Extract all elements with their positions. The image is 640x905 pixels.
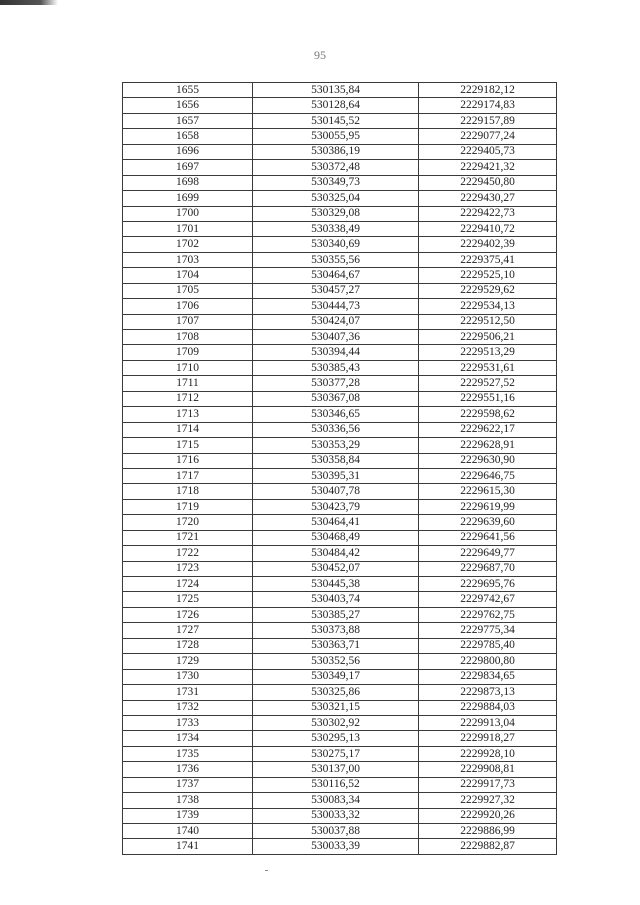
x-coordinate-cell: 530386,19 <box>253 144 419 159</box>
y-coordinate-cell: 2229410,72 <box>419 221 557 236</box>
x-coordinate-cell: 530468,49 <box>253 530 419 545</box>
x-coordinate-cell: 530145,52 <box>253 113 419 128</box>
point-number-cell: 1714 <box>123 422 253 437</box>
x-coordinate-cell: 530377,28 <box>253 376 419 391</box>
point-number-cell: 1704 <box>123 268 253 283</box>
point-number-cell: 1738 <box>123 793 253 808</box>
y-coordinate-cell: 2229527,52 <box>419 376 557 391</box>
y-coordinate-cell: 2229534,13 <box>419 299 557 314</box>
table-row <box>123 175 557 190</box>
point-number-cell: 1737 <box>123 777 253 792</box>
point-number-cell: 1718 <box>123 484 253 499</box>
table-row <box>123 422 557 437</box>
y-coordinate-cell: 2229174,83 <box>419 98 557 113</box>
point-number-cell: 1734 <box>123 731 253 746</box>
x-coordinate-cell: 530445,38 <box>253 577 419 592</box>
table-row <box>123 731 557 746</box>
table-row <box>123 638 557 653</box>
y-coordinate-cell: 2229157,89 <box>419 113 557 128</box>
point-number-cell: 1717 <box>123 468 253 483</box>
table-row <box>123 407 557 422</box>
x-coordinate-cell: 530464,67 <box>253 268 419 283</box>
x-coordinate-cell: 530128,64 <box>253 98 419 113</box>
y-coordinate-cell: 2229622,17 <box>419 422 557 437</box>
table-row <box>123 700 557 715</box>
point-number-cell: 1715 <box>123 438 253 453</box>
table-row <box>123 685 557 700</box>
point-number-cell: 1655 <box>123 83 253 98</box>
y-coordinate-cell: 2229873,13 <box>419 685 557 700</box>
table-row <box>123 330 557 345</box>
table-row <box>123 221 557 236</box>
y-coordinate-cell: 2229402,39 <box>419 237 557 252</box>
y-coordinate-cell: 2229182,12 <box>419 83 557 98</box>
y-coordinate-cell: 2229529,62 <box>419 283 557 298</box>
table-row <box>123 607 557 622</box>
table-row <box>123 83 557 98</box>
table-row <box>123 530 557 545</box>
y-coordinate-cell: 2229762,75 <box>419 607 557 622</box>
table-row <box>123 113 557 128</box>
table-row <box>123 623 557 638</box>
table-row <box>123 160 557 175</box>
point-number-cell: 1697 <box>123 160 253 175</box>
x-coordinate-cell: 530407,78 <box>253 484 419 499</box>
point-number-cell: 1706 <box>123 299 253 314</box>
y-coordinate-cell: 2229918,27 <box>419 731 557 746</box>
y-coordinate-cell: 2229927,32 <box>419 793 557 808</box>
x-coordinate-cell: 530457,27 <box>253 283 419 298</box>
point-number-cell: 1707 <box>123 314 253 329</box>
x-coordinate-cell: 530329,08 <box>253 206 419 221</box>
x-coordinate-cell: 530464,41 <box>253 515 419 530</box>
y-coordinate-cell: 2229882,87 <box>419 839 557 854</box>
point-number-cell: 1705 <box>123 283 253 298</box>
x-coordinate-cell: 530423,79 <box>253 499 419 514</box>
y-coordinate-cell: 2229430,27 <box>419 191 557 206</box>
point-number-cell: 1656 <box>123 98 253 113</box>
scan-edge-mark <box>0 0 58 5</box>
x-coordinate-cell: 530349,73 <box>253 175 419 190</box>
point-number-cell: 1731 <box>123 685 253 700</box>
x-coordinate-cell: 530444,73 <box>253 299 419 314</box>
y-coordinate-cell: 2229646,75 <box>419 468 557 483</box>
x-coordinate-cell: 530372,48 <box>253 160 419 175</box>
y-coordinate-cell: 2229450,80 <box>419 175 557 190</box>
x-coordinate-cell: 530116,52 <box>253 777 419 792</box>
table-row <box>123 793 557 808</box>
point-number-cell: 1733 <box>123 715 253 730</box>
table-row <box>123 654 557 669</box>
y-coordinate-cell: 2229619,99 <box>419 499 557 514</box>
table-row <box>123 468 557 483</box>
table-row <box>123 746 557 761</box>
x-coordinate-cell: 530325,04 <box>253 191 419 206</box>
x-coordinate-cell: 530394,44 <box>253 345 419 360</box>
table-row <box>123 391 557 406</box>
table-row <box>123 252 557 267</box>
y-coordinate-cell: 2229649,77 <box>419 546 557 561</box>
table-row <box>123 561 557 576</box>
point-number-cell: 1699 <box>123 191 253 206</box>
coordinates-table <box>122 82 557 855</box>
y-coordinate-cell: 2229512,50 <box>419 314 557 329</box>
table-row <box>123 777 557 792</box>
point-number-cell: 1712 <box>123 391 253 406</box>
point-number-cell: 1658 <box>123 129 253 144</box>
point-number-cell: 1726 <box>123 607 253 622</box>
x-coordinate-cell: 530353,29 <box>253 438 419 453</box>
coordinates-table-body <box>123 83 557 855</box>
point-number-cell: 1723 <box>123 561 253 576</box>
y-coordinate-cell: 2229834,65 <box>419 669 557 684</box>
table-row <box>123 438 557 453</box>
x-coordinate-cell: 530484,42 <box>253 546 419 561</box>
x-coordinate-cell: 530137,00 <box>253 762 419 777</box>
x-coordinate-cell: 530083,34 <box>253 793 419 808</box>
point-number-cell: 1740 <box>123 824 253 839</box>
point-number-cell: 1741 <box>123 839 253 854</box>
point-number-cell: 1710 <box>123 360 253 375</box>
point-number-cell: 1724 <box>123 577 253 592</box>
point-number-cell: 1722 <box>123 546 253 561</box>
x-coordinate-cell: 530385,43 <box>253 360 419 375</box>
y-coordinate-cell: 2229913,04 <box>419 715 557 730</box>
x-coordinate-cell: 530363,71 <box>253 638 419 653</box>
table-row <box>123 376 557 391</box>
point-number-cell: 1729 <box>123 654 253 669</box>
table-row <box>123 715 557 730</box>
point-number-cell: 1730 <box>123 669 253 684</box>
y-coordinate-cell: 2229775,34 <box>419 623 557 638</box>
x-coordinate-cell: 530424,07 <box>253 314 419 329</box>
table-row <box>123 268 557 283</box>
table-row <box>123 314 557 329</box>
y-coordinate-cell: 2229551,16 <box>419 391 557 406</box>
y-coordinate-cell: 2229077,24 <box>419 129 557 144</box>
table-row <box>123 546 557 561</box>
y-coordinate-cell: 2229375,41 <box>419 252 557 267</box>
y-coordinate-cell: 2229641,56 <box>419 530 557 545</box>
table-row <box>123 499 557 514</box>
y-coordinate-cell: 2229687,70 <box>419 561 557 576</box>
point-number-cell: 1700 <box>123 206 253 221</box>
table-row <box>123 299 557 314</box>
y-coordinate-cell: 2229742,67 <box>419 592 557 607</box>
point-number-cell: 1696 <box>123 144 253 159</box>
x-coordinate-cell: 530325,86 <box>253 685 419 700</box>
x-coordinate-cell: 530302,92 <box>253 715 419 730</box>
y-coordinate-cell: 2229598,62 <box>419 407 557 422</box>
table-row <box>123 839 557 854</box>
point-number-cell: 1713 <box>123 407 253 422</box>
table-row <box>123 669 557 684</box>
point-number-cell: 1719 <box>123 499 253 514</box>
y-coordinate-cell: 2229422,73 <box>419 206 557 221</box>
table-row <box>123 144 557 159</box>
table-row <box>123 484 557 499</box>
point-number-cell: 1698 <box>123 175 253 190</box>
x-coordinate-cell: 530135,84 <box>253 83 419 98</box>
table-row <box>123 283 557 298</box>
x-coordinate-cell: 530352,56 <box>253 654 419 669</box>
point-number-cell: 1735 <box>123 746 253 761</box>
x-coordinate-cell: 530340,69 <box>253 237 419 252</box>
table-row <box>123 453 557 468</box>
y-coordinate-cell: 2229908,81 <box>419 762 557 777</box>
y-coordinate-cell: 2229886,99 <box>419 824 557 839</box>
point-number-cell: 1702 <box>123 237 253 252</box>
x-coordinate-cell: 530373,88 <box>253 623 419 638</box>
x-coordinate-cell: 530275,17 <box>253 746 419 761</box>
x-coordinate-cell: 530055,95 <box>253 129 419 144</box>
y-coordinate-cell: 2229506,21 <box>419 330 557 345</box>
y-coordinate-cell: 2229928,10 <box>419 746 557 761</box>
footer-mark <box>265 870 268 871</box>
x-coordinate-cell: 530033,39 <box>253 839 419 854</box>
x-coordinate-cell: 530349,17 <box>253 669 419 684</box>
point-number-cell: 1711 <box>123 376 253 391</box>
table-row <box>123 191 557 206</box>
y-coordinate-cell: 2229405,73 <box>419 144 557 159</box>
x-coordinate-cell: 530346,65 <box>253 407 419 422</box>
x-coordinate-cell: 530295,13 <box>253 731 419 746</box>
y-coordinate-cell: 2229628,91 <box>419 438 557 453</box>
x-coordinate-cell: 530338,49 <box>253 221 419 236</box>
page-number: 95 <box>314 48 326 62</box>
table-row <box>123 577 557 592</box>
x-coordinate-cell: 530033,32 <box>253 808 419 823</box>
x-coordinate-cell: 530367,08 <box>253 391 419 406</box>
point-number-cell: 1716 <box>123 453 253 468</box>
point-number-cell: 1703 <box>123 252 253 267</box>
x-coordinate-cell: 530452,07 <box>253 561 419 576</box>
y-coordinate-cell: 2229630,90 <box>419 453 557 468</box>
y-coordinate-cell: 2229525,10 <box>419 268 557 283</box>
y-coordinate-cell: 2229884,03 <box>419 700 557 715</box>
y-coordinate-cell: 2229800,80 <box>419 654 557 669</box>
point-number-cell: 1739 <box>123 808 253 823</box>
y-coordinate-cell: 2229785,40 <box>419 638 557 653</box>
point-number-cell: 1728 <box>123 638 253 653</box>
point-number-cell: 1720 <box>123 515 253 530</box>
y-coordinate-cell: 2229513,29 <box>419 345 557 360</box>
table-row <box>123 206 557 221</box>
x-coordinate-cell: 530403,74 <box>253 592 419 607</box>
table-row <box>123 237 557 252</box>
point-number-cell: 1725 <box>123 592 253 607</box>
point-number-cell: 1721 <box>123 530 253 545</box>
table-row <box>123 345 557 360</box>
point-number-cell: 1657 <box>123 113 253 128</box>
table-row <box>123 515 557 530</box>
x-coordinate-cell: 530395,31 <box>253 468 419 483</box>
y-coordinate-cell: 2229695,76 <box>419 577 557 592</box>
y-coordinate-cell: 2229615,30 <box>419 484 557 499</box>
point-number-cell: 1701 <box>123 221 253 236</box>
table-row <box>123 808 557 823</box>
y-coordinate-cell: 2229639,60 <box>419 515 557 530</box>
table-row <box>123 592 557 607</box>
point-number-cell: 1709 <box>123 345 253 360</box>
x-coordinate-cell: 530385,27 <box>253 607 419 622</box>
y-coordinate-cell: 2229421,32 <box>419 160 557 175</box>
point-number-cell: 1708 <box>123 330 253 345</box>
table-row <box>123 98 557 113</box>
x-coordinate-cell: 530336,56 <box>253 422 419 437</box>
x-coordinate-cell: 530355,56 <box>253 252 419 267</box>
point-number-cell: 1727 <box>123 623 253 638</box>
table-row <box>123 129 557 144</box>
y-coordinate-cell: 2229531,61 <box>419 360 557 375</box>
point-number-cell: 1732 <box>123 700 253 715</box>
x-coordinate-cell: 530407,36 <box>253 330 419 345</box>
table-row <box>123 824 557 839</box>
y-coordinate-cell: 2229920,26 <box>419 808 557 823</box>
x-coordinate-cell: 530358,84 <box>253 453 419 468</box>
point-number-cell: 1736 <box>123 762 253 777</box>
y-coordinate-cell: 2229917,73 <box>419 777 557 792</box>
table-row <box>123 762 557 777</box>
x-coordinate-cell: 530321,15 <box>253 700 419 715</box>
table-row <box>123 360 557 375</box>
x-coordinate-cell: 530037,88 <box>253 824 419 839</box>
